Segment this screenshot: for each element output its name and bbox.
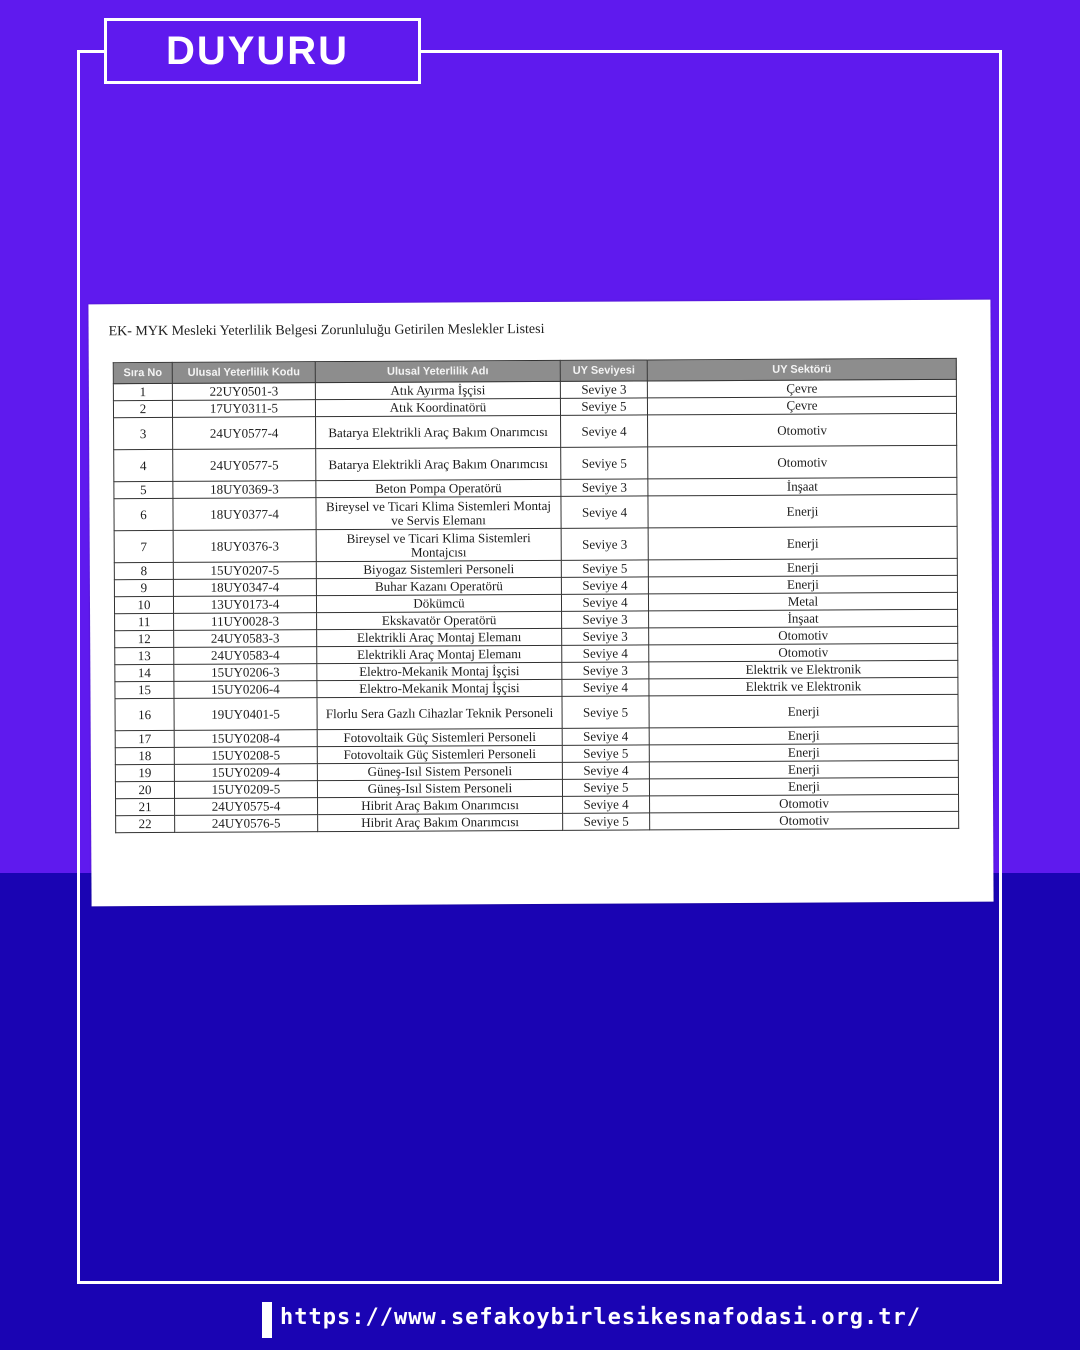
table-cell: Fotovoltaik Güç Sistemleri Personeli (317, 728, 562, 746)
table-cell: 12 (115, 630, 174, 647)
table-cell: Seviye 5 (561, 560, 648, 577)
table-cell: Çevre (647, 379, 956, 398)
table-cell: 19 (115, 764, 174, 781)
column-header: UY Sektörü (647, 358, 956, 381)
table-cell: Seviye 3 (561, 528, 648, 560)
table-cell: Batarya Elektrikli Araç Bakım Onarımcısı (316, 415, 561, 448)
table-cell: Otomotiv (649, 626, 958, 645)
table-cell: Güneş-Isıl Sistem Personeli (317, 762, 562, 780)
table-cell: 4 (114, 449, 173, 481)
table-cell: 24UY0577-4 (173, 417, 316, 450)
table-cell: Seviye 3 (560, 381, 647, 398)
table-row (114, 445, 957, 481)
table-cell: Seviye 4 (561, 577, 648, 594)
table-cell: Elektro-Mekanik Montaj İşçisi (317, 679, 562, 697)
table-cell: Batarya Elektrikli Araç Bakım Onarımcısı (316, 447, 561, 480)
table-cell: İnşaat (649, 609, 958, 628)
table-cell: Enerji (649, 694, 958, 728)
table-cell: 17UY0311-5 (172, 400, 315, 418)
table-cell: 24UY0583-3 (174, 630, 317, 648)
table-cell: Seviye 4 (563, 796, 650, 813)
table-cell: Otomotiv (648, 445, 957, 479)
document-title: EK- MYK Mesleki Yeterlilik Belgesi Zorunluluğu Getirilen Meslekler Listesi (108, 321, 545, 340)
table-cell: 13UY0173-4 (173, 596, 316, 614)
url-accent-bar (262, 1302, 272, 1338)
table-cell: Otomotiv (650, 811, 959, 830)
table-cell: Hibrit Araç Bakım Onarımcısı (318, 813, 563, 831)
table-cell: Otomotiv (649, 643, 958, 662)
table-cell: Bireysel ve Ticari Klima Sistemleri Montajcısı (316, 528, 561, 561)
table-cell: Biyogaz Sistemleri Personeli (316, 560, 561, 578)
table-cell: Beton Pompa Operatörü (316, 479, 561, 497)
table-cell: Elektrik ve Elektronik (649, 660, 958, 679)
table-cell: 13 (115, 647, 174, 664)
table-cell: Seviye 5 (560, 398, 647, 415)
table-cell: Seviye 5 (561, 447, 648, 479)
table-cell: Florlu Sera Gazlı Cihazlar Teknik Personeli (317, 696, 562, 729)
table-cell: Ekskavatör Operatörü (317, 611, 562, 629)
table-cell: Seviye 4 (561, 594, 648, 611)
table-cell: 15UY0207-5 (173, 562, 316, 580)
table-cell: 15 (115, 681, 174, 698)
table-cell: İnşaat (648, 477, 957, 496)
table-cell: Seviye 4 (562, 762, 649, 779)
table-cell: Enerji (648, 558, 957, 577)
table-cell: Seviye 5 (562, 745, 649, 762)
table-cell: 21 (116, 798, 175, 815)
table-cell: Seviye 3 (561, 479, 648, 496)
table-cell: Elektro-Mekanik Montaj İşçisi (317, 662, 562, 680)
table-cell: 20 (115, 781, 174, 798)
table-cell: Seviye 3 (562, 611, 649, 628)
table-cell: 3 (114, 417, 173, 449)
table-cell: 9 (114, 579, 173, 596)
table-cell: Seviye 3 (562, 628, 649, 645)
table-cell: 1 (113, 383, 172, 400)
table-cell: 18UY0369-3 (173, 481, 316, 499)
table-cell: Seviye 3 (562, 662, 649, 679)
table-cell: Metal (648, 592, 957, 611)
column-header: Sıra No (113, 362, 172, 383)
table-cell: Enerji (648, 575, 957, 594)
table-cell: 14 (115, 664, 174, 681)
table-row (116, 811, 959, 832)
table-cell: 10 (114, 596, 173, 613)
table-cell: Atık Koordinatörü (315, 398, 560, 416)
table-cell: Elektrik ve Elektronik (649, 677, 958, 696)
table-cell: Seviye 4 (561, 496, 648, 528)
table-cell: 16 (115, 698, 174, 730)
table-cell: Atık Ayırma İşçisi (315, 381, 560, 399)
column-header: UY Seviyesi (560, 360, 647, 381)
table-cell: 15UY0206-3 (174, 664, 317, 682)
table-cell: Seviye 4 (562, 679, 649, 696)
table-cell: 15UY0208-5 (174, 747, 317, 765)
table-cell: Bireysel ve Ticari Klima Sistemleri Montaj ve Servis Elemanı (316, 496, 561, 529)
table-cell: 5 (114, 481, 173, 498)
table-cell: Seviye 5 (562, 779, 649, 796)
table-cell: Enerji (648, 526, 957, 560)
table-body (113, 379, 958, 832)
table-cell: 8 (114, 562, 173, 579)
table-cell: 24UY0576-5 (175, 815, 318, 833)
table-cell: Hibrit Araç Bakım Onarımcısı (318, 796, 563, 814)
table-cell: Seviye 4 (561, 415, 648, 447)
table-cell: Seviye 5 (562, 696, 649, 728)
column-header: Ulusal Yeterlilik Adı (315, 360, 560, 382)
table-cell: Enerji (649, 743, 958, 762)
table-cell: Otomotiv (648, 413, 957, 447)
table-cell: 22 (116, 815, 175, 832)
table-cell: Enerji (648, 494, 957, 528)
table-cell: 24UY0575-4 (175, 798, 318, 816)
table-cell: 7 (114, 530, 173, 562)
table-cell: Dökümcü (316, 594, 561, 612)
table-cell: 11UY0028-3 (174, 613, 317, 631)
website-url[interactable]: https://www.sefakoybirlesikesnafodasi.org.tr/ (280, 1305, 922, 1330)
table-cell: 24UY0577-5 (173, 449, 316, 482)
table-cell: Buhar Kazanı Operatörü (316, 577, 561, 595)
table-cell: Otomotiv (650, 794, 959, 813)
table-cell: Enerji (649, 760, 958, 779)
table-cell: 19UY0401-5 (174, 698, 317, 731)
table-cell: Seviye 5 (563, 813, 650, 830)
table-row (114, 526, 957, 562)
table-cell: 2 (113, 400, 172, 417)
table-cell: Enerji (649, 777, 958, 796)
table-cell: Güneş-Isıl Sistem Personeli (317, 779, 562, 797)
table-cell: Çevre (647, 396, 956, 415)
table-cell: Elektrikli Araç Montaj Elemanı (317, 628, 562, 646)
table-cell: 22UY0501-3 (172, 383, 315, 401)
table-cell: 15UY0208-4 (174, 730, 317, 748)
table-cell: 15UY0209-5 (174, 781, 317, 799)
table-cell: 24UY0583-4 (174, 647, 317, 665)
table-cell: 15UY0209-4 (174, 764, 317, 782)
table-cell: Seviye 4 (562, 728, 649, 745)
table-cell: Seviye 4 (562, 645, 649, 662)
document-scan (88, 300, 993, 907)
table-cell: 18UY0376-3 (173, 530, 316, 563)
table-cell: 15UY0206-4 (174, 681, 317, 699)
table-cell: Fotovoltaik Güç Sistemleri Personeli (317, 745, 562, 763)
table-row (114, 413, 957, 449)
announcement-badge: DUYURU (104, 18, 421, 84)
table-cell: 17 (115, 730, 174, 747)
column-header: Ulusal Yeterlilik Kodu (172, 362, 315, 384)
table-row (114, 494, 957, 530)
table-cell: 6 (114, 498, 173, 530)
table-cell: 11 (115, 613, 174, 630)
table-cell: 18UY0347-4 (173, 579, 316, 597)
table-cell: 18 (115, 747, 174, 764)
professions-table (113, 358, 959, 833)
table-cell: 18UY0377-4 (173, 498, 316, 531)
table-row (115, 694, 958, 730)
table-cell: Elektrikli Araç Montaj Elemanı (317, 645, 562, 663)
table-cell: Enerji (649, 726, 958, 745)
